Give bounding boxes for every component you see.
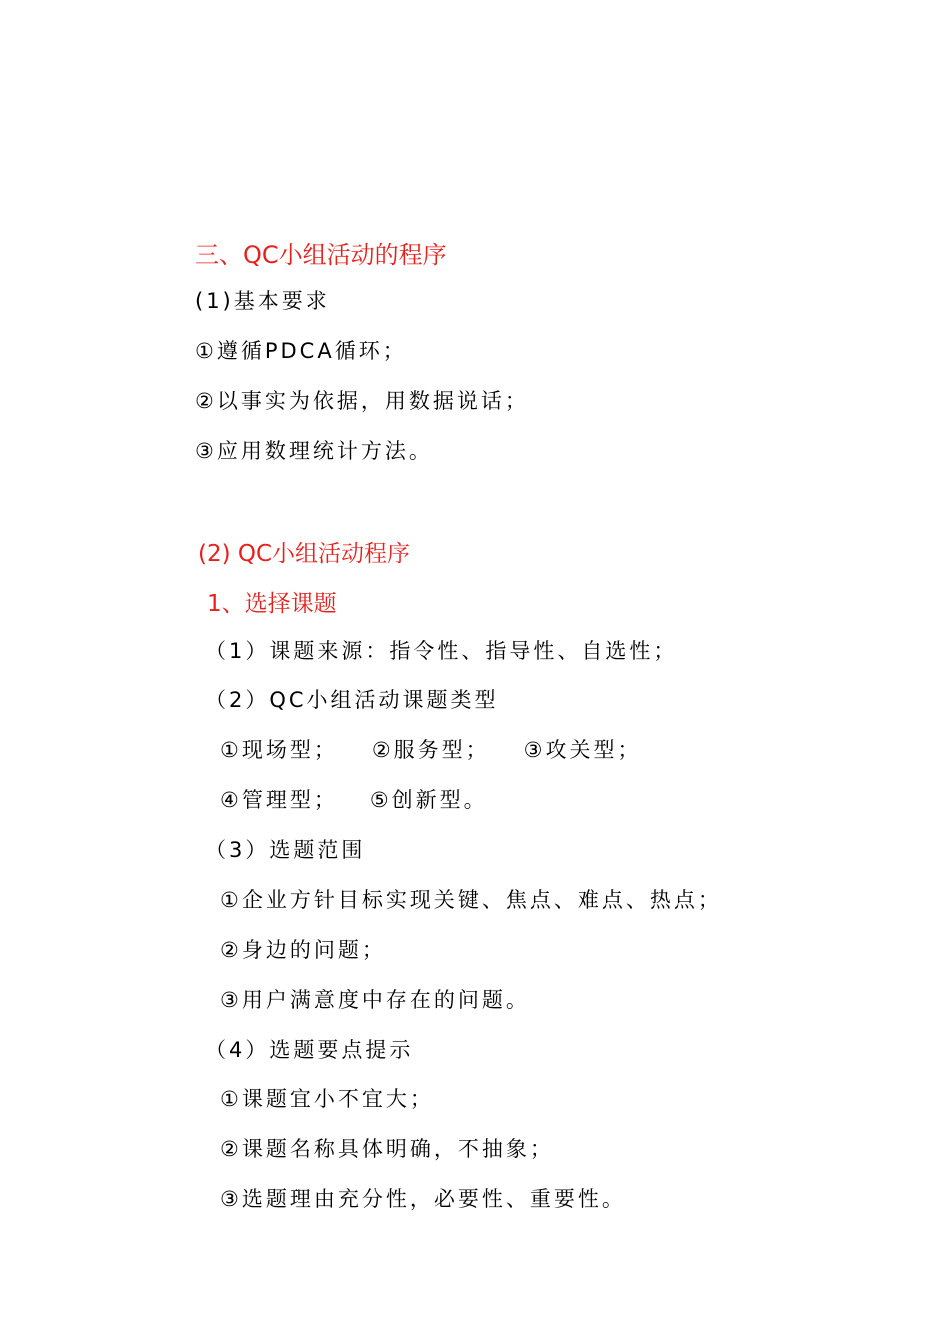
topic-types-heading: （2）QC小组活动课题类型 (205, 688, 499, 712)
topic-scope-item: ②身边的问题； (220, 938, 386, 962)
topic-type: ③攻关型； (523, 738, 642, 762)
topic-source: （1）课题来源：指令性、指导性、自选性； (205, 639, 678, 663)
basic-requirement-item: ②以事实为依据，用数据说话； (195, 389, 529, 413)
basic-requirement-item: ③应用数理统计方法。 (195, 439, 433, 463)
topic-tip-item: ②课题名称具体明确，不抽象； (220, 1137, 554, 1161)
topic-type: ②服务型； (371, 738, 490, 762)
topic-scope-heading: （3）选题范围 (205, 838, 366, 862)
basic-requirements-heading: (1)基本要求 (195, 289, 330, 313)
basic-requirement-item: ①遵循PDCA循环； (195, 339, 407, 363)
topic-scope-item: ③用户满意度中存在的问题。 (220, 988, 530, 1012)
topic-tip-item: ③选题理由充分性，必要性、重要性。 (220, 1187, 626, 1211)
topic-type: ①现场型； (220, 738, 338, 762)
topic-scope-item: ①企业方针目标实现关键、焦点、难点、热点； (220, 888, 722, 912)
topic-types-row (220, 784, 488, 814)
topic-type: ④管理型； (220, 788, 338, 812)
section-title: 三、QC小组活动的程序 (195, 241, 447, 269)
topic-types-row (220, 734, 641, 764)
topic-tip-item: ①课题宜小不宜大； (220, 1087, 434, 1111)
step-heading: 1、选择课题 (207, 591, 337, 617)
topic-tips-heading: （4）选题要点提示 (205, 1038, 414, 1062)
procedure-heading: (2) QC小组活动程序 (198, 541, 411, 567)
topic-type: ⑤创新型。 (369, 788, 488, 812)
